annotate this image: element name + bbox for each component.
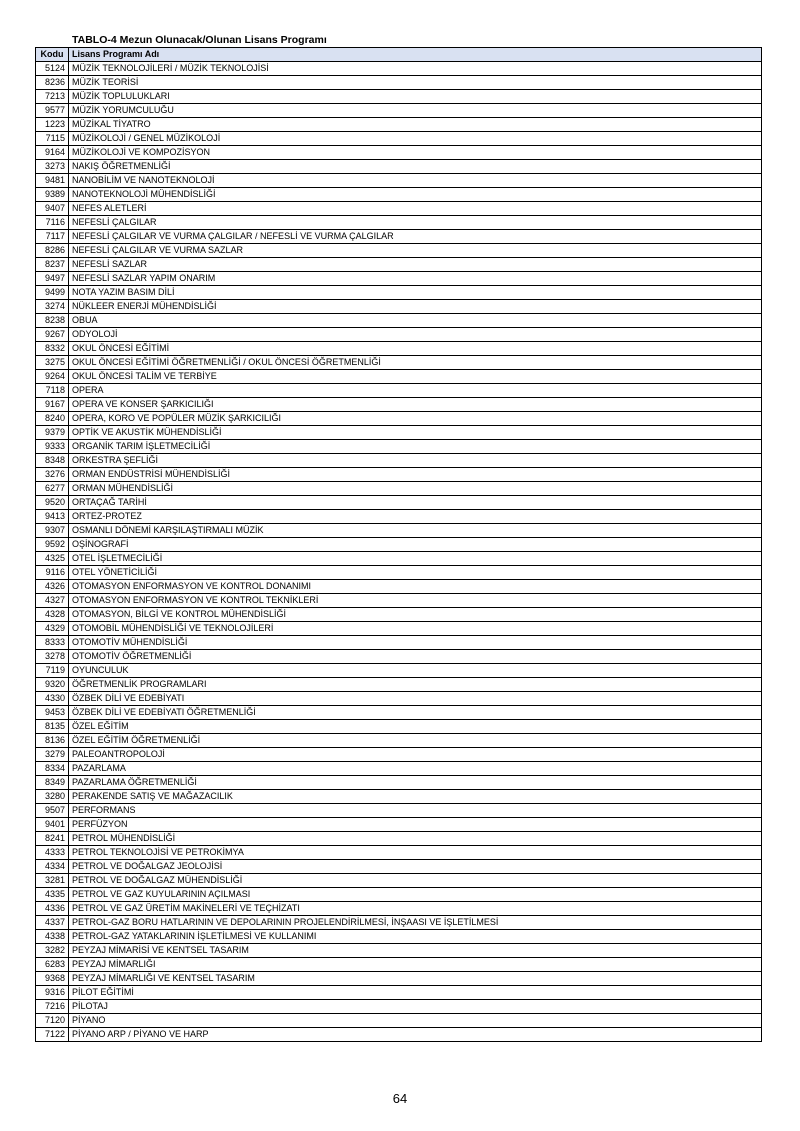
program-code: 4335 — [36, 888, 69, 902]
program-code: 9316 — [36, 986, 69, 1000]
program-name: PİYANO — [69, 1014, 762, 1028]
table-row — [36, 538, 762, 552]
program-code: 8236 — [36, 76, 69, 90]
table-row — [36, 174, 762, 188]
table-row — [36, 594, 762, 608]
table-row — [36, 762, 762, 776]
program-name: NEFESLİ SAZLAR — [69, 258, 762, 272]
table-row — [36, 76, 762, 90]
table-row — [36, 90, 762, 104]
table-row — [36, 958, 762, 972]
column-header-code: Kodu — [36, 48, 69, 62]
program-code: 9407 — [36, 202, 69, 216]
program-code: 1223 — [36, 118, 69, 132]
program-name: OSMANLI DÖNEMİ KARŞILAŞTIRMALI MÜZİK — [69, 524, 762, 538]
table-row — [36, 1014, 762, 1028]
table-row — [36, 846, 762, 860]
program-code: 8136 — [36, 734, 69, 748]
program-code: 9592 — [36, 538, 69, 552]
program-code: 8238 — [36, 314, 69, 328]
program-name: OPERA, KORO VE POPÜLER MÜZİK ŞARKICILIĞI — [69, 412, 762, 426]
program-name: MÜZİK YORUMCULUĞU — [69, 104, 762, 118]
program-name: MÜZİK TEORİSİ — [69, 76, 762, 90]
program-name: OYUNCULUK — [69, 664, 762, 678]
table-row — [36, 426, 762, 440]
program-code: 9264 — [36, 370, 69, 384]
program-name: PİLOTAJ — [69, 1000, 762, 1014]
program-code: 4325 — [36, 552, 69, 566]
program-code: 7122 — [36, 1028, 69, 1042]
table-row — [36, 930, 762, 944]
table-row — [36, 202, 762, 216]
program-code: 7216 — [36, 1000, 69, 1014]
program-name: NANOBİLİM VE NANOTEKNOLOJİ — [69, 174, 762, 188]
program-name: NEFESLİ ÇALGILAR VE VURMA ÇALGILAR / NEFESLİ VE VURMA ÇALGILAR — [69, 230, 762, 244]
table-row — [36, 622, 762, 636]
program-name: OBUA — [69, 314, 762, 328]
program-name: ORMAN ENDÜSTRİSİ MÜHENDİSLİĞİ — [69, 468, 762, 482]
program-code: 9577 — [36, 104, 69, 118]
program-code: 8332 — [36, 342, 69, 356]
program-code: 7120 — [36, 1014, 69, 1028]
program-name: ODYOLOJİ — [69, 328, 762, 342]
program-name: PETROL MÜHENDİSLİĞİ — [69, 832, 762, 846]
program-code: 8237 — [36, 258, 69, 272]
program-name: PERFORMANS — [69, 804, 762, 818]
program-code: 9389 — [36, 188, 69, 202]
program-name: PEYZAJ MİMARİSİ VE KENTSEL TASARIM — [69, 944, 762, 958]
program-code: 9481 — [36, 174, 69, 188]
table-row — [36, 524, 762, 538]
table-row — [36, 132, 762, 146]
table-row — [36, 286, 762, 300]
table-row — [36, 944, 762, 958]
program-name: MÜZİK TOPLULUKLARI — [69, 90, 762, 104]
table-row — [36, 216, 762, 230]
program-code: 9401 — [36, 818, 69, 832]
program-code: 8241 — [36, 832, 69, 846]
program-name: OTEL İŞLETMECİLİĞİ — [69, 552, 762, 566]
program-name: ORTAÇAĞ TARİHİ — [69, 496, 762, 510]
program-name: MÜZİK TEKNOLOJİLERİ / MÜZİK TEKNOLOJİSİ — [69, 62, 762, 76]
program-code: 4326 — [36, 580, 69, 594]
program-code: 3273 — [36, 160, 69, 174]
table-row — [36, 300, 762, 314]
program-code: 7119 — [36, 664, 69, 678]
program-name: PEYZAJ MİMARLIĞI — [69, 958, 762, 972]
table-title: TABLO-4 Mezun Olunacak/Olunan Lisans Programı — [72, 34, 327, 46]
table-row — [36, 860, 762, 874]
table-row — [36, 258, 762, 272]
program-name: OTOMOBİL MÜHENDİSLİĞİ VE TEKNOLOJİLERİ — [69, 622, 762, 636]
program-name: OKUL ÖNCESİ EĞİTİMİ — [69, 342, 762, 356]
table-row — [36, 412, 762, 426]
program-code: 4327 — [36, 594, 69, 608]
program-code: 7117 — [36, 230, 69, 244]
program-name: NANOTEKNOLOJİ MÜHENDİSLİĞİ — [69, 188, 762, 202]
table-header-row — [36, 48, 762, 62]
program-name: NEFESLİ ÇALGILAR VE VURMA SAZLAR — [69, 244, 762, 258]
program-name: ORKESTRA ŞEFLİĞİ — [69, 454, 762, 468]
programs-table — [35, 47, 762, 1042]
table-row — [36, 580, 762, 594]
program-code: 8333 — [36, 636, 69, 650]
program-name: OKUL ÖNCESİ EĞİTİMİ ÖĞRETMENLİĞİ / OKUL ÖNCESİ ÖĞRETMENLİĞİ — [69, 356, 762, 370]
program-code: 8286 — [36, 244, 69, 258]
program-code: 4330 — [36, 692, 69, 706]
program-code: 4337 — [36, 916, 69, 930]
table-row — [36, 230, 762, 244]
program-code: 5124 — [36, 62, 69, 76]
program-code: 4336 — [36, 902, 69, 916]
table-row — [36, 440, 762, 454]
table-row — [36, 244, 762, 258]
table-row — [36, 188, 762, 202]
table-row — [36, 104, 762, 118]
table-row — [36, 146, 762, 160]
table-row — [36, 160, 762, 174]
program-code: 9307 — [36, 524, 69, 538]
program-name: OŞİNOGRAFİ — [69, 538, 762, 552]
table-row — [36, 468, 762, 482]
program-code: 9499 — [36, 286, 69, 300]
program-code: 9116 — [36, 566, 69, 580]
program-name: PETROL VE GAZ KUYULARININ AÇILMASI — [69, 888, 762, 902]
program-code: 3282 — [36, 944, 69, 958]
table-row — [36, 636, 762, 650]
table-row — [36, 650, 762, 664]
table-row — [36, 720, 762, 734]
program-code: 4333 — [36, 846, 69, 860]
program-name: OTOMASYON ENFORMASYON VE KONTROL TEKNİKLERİ — [69, 594, 762, 608]
table-row — [36, 790, 762, 804]
table-row — [36, 902, 762, 916]
program-code: 4338 — [36, 930, 69, 944]
program-name: PETROL-GAZ YATAKLARININ İŞLETİLMESİ VE KULLANIMI — [69, 930, 762, 944]
program-code: 3276 — [36, 468, 69, 482]
program-code: 9507 — [36, 804, 69, 818]
program-name: NAKIŞ ÖĞRETMENLİĞİ — [69, 160, 762, 174]
program-name: ÖZEL EĞİTİM — [69, 720, 762, 734]
table-body — [36, 62, 762, 1042]
program-name: OTEL YÖNETİCİLİĞİ — [69, 566, 762, 580]
program-code: 7115 — [36, 132, 69, 146]
program-code: 3281 — [36, 874, 69, 888]
program-code: 9164 — [36, 146, 69, 160]
table-row — [36, 706, 762, 720]
program-code: 3279 — [36, 748, 69, 762]
program-name: PİLOT EĞİTİMİ — [69, 986, 762, 1000]
program-code: 9497 — [36, 272, 69, 286]
program-code: 9167 — [36, 398, 69, 412]
table-row — [36, 566, 762, 580]
column-header-name: Lisans Programı Adı — [69, 48, 762, 62]
table-row — [36, 482, 762, 496]
program-name: PETROL VE DOĞALGAZ JEOLOJİSİ — [69, 860, 762, 874]
table-row — [36, 874, 762, 888]
program-code: 3278 — [36, 650, 69, 664]
program-code: 4328 — [36, 608, 69, 622]
program-code: 8240 — [36, 412, 69, 426]
table-row — [36, 804, 762, 818]
program-code: 3274 — [36, 300, 69, 314]
program-code: 3275 — [36, 356, 69, 370]
table-row — [36, 356, 762, 370]
table-row — [36, 748, 762, 762]
program-code: 9368 — [36, 972, 69, 986]
program-code: 6277 — [36, 482, 69, 496]
program-code: 7213 — [36, 90, 69, 104]
table-row — [36, 608, 762, 622]
table-row — [36, 972, 762, 986]
program-code: 9267 — [36, 328, 69, 342]
program-name: OTOMOTİV MÜHENDİSLİĞİ — [69, 636, 762, 650]
program-name: PAZARLAMA — [69, 762, 762, 776]
program-name: PETROL-GAZ BORU HATLARININ VE DEPOLARININ PROJELENDİRİLMESİ, İNŞAASI VE İŞLETİLMESİ — [69, 916, 762, 930]
table-row — [36, 776, 762, 790]
program-code: 8349 — [36, 776, 69, 790]
program-code: 6283 — [36, 958, 69, 972]
program-code: 3280 — [36, 790, 69, 804]
program-name: PERAKENDE SATIŞ VE MAĞAZACILIK — [69, 790, 762, 804]
program-name: MÜZİKAL TİYATRO — [69, 118, 762, 132]
program-name: ORTEZ-PROTEZ — [69, 510, 762, 524]
table-row — [36, 678, 762, 692]
program-code: 9320 — [36, 678, 69, 692]
table-row — [36, 552, 762, 566]
program-code: 7118 — [36, 384, 69, 398]
table-row — [36, 314, 762, 328]
table-row — [36, 62, 762, 76]
program-name: PEYZAJ MİMARLIĞI VE KENTSEL TASARIM — [69, 972, 762, 986]
program-name: ÖZBEK DİLİ VE EDEBİYATI ÖĞRETMENLİĞİ — [69, 706, 762, 720]
table-row — [36, 1000, 762, 1014]
program-code: 8135 — [36, 720, 69, 734]
table-row — [36, 398, 762, 412]
table-row — [36, 384, 762, 398]
table-row — [36, 734, 762, 748]
program-code: 9413 — [36, 510, 69, 524]
program-name: OTOMASYON ENFORMASYON VE KONTROL DONANIMI — [69, 580, 762, 594]
page-number: 64 — [392, 1091, 408, 1106]
table-row — [36, 342, 762, 356]
program-name: ÖĞRETMENLİK PROGRAMLARI — [69, 678, 762, 692]
program-name: NEFES ALETLERİ — [69, 202, 762, 216]
program-name: NEFESLİ ÇALGILAR — [69, 216, 762, 230]
program-name: ORMAN MÜHENDİSLİĞİ — [69, 482, 762, 496]
program-code: 7116 — [36, 216, 69, 230]
program-name: OPERA VE KONSER ŞARKICILIĞI — [69, 398, 762, 412]
program-name: MÜZİKOLOJİ VE KOMPOZİSYON — [69, 146, 762, 160]
program-code: 4334 — [36, 860, 69, 874]
program-code: 9379 — [36, 426, 69, 440]
table-row — [36, 454, 762, 468]
program-name: PETROL TEKNOLOJİSİ VE PETROKİMYA — [69, 846, 762, 860]
table-row — [36, 328, 762, 342]
program-name: MÜZİKOLOJİ / GENEL MÜZİKOLOJİ — [69, 132, 762, 146]
program-name: PETROL VE GAZ ÜRETİM MAKİNELERİ VE TEÇHİZATI — [69, 902, 762, 916]
table-row — [36, 986, 762, 1000]
program-name: NEFESLİ SAZLAR YAPIM ONARIM — [69, 272, 762, 286]
program-name: NOTA YAZIM BASIM DİLİ — [69, 286, 762, 300]
table-row — [36, 832, 762, 846]
program-code: 8348 — [36, 454, 69, 468]
program-name: OTOMOTİV ÖĞRETMENLİĞİ — [69, 650, 762, 664]
table-row — [36, 370, 762, 384]
program-code: 9333 — [36, 440, 69, 454]
table-row — [36, 692, 762, 706]
program-name: PETROL VE DOĞALGAZ MÜHENDİSLİĞİ — [69, 874, 762, 888]
program-name: OKUL ÖNCESİ TALİM VE TERBİYE — [69, 370, 762, 384]
table-row — [36, 818, 762, 832]
program-name: ORGANİK TARIM İŞLETMECİLİĞİ — [69, 440, 762, 454]
program-name: PİYANO ARP / PİYANO VE HARP — [69, 1028, 762, 1042]
program-name: PALEOANTROPOLOJİ — [69, 748, 762, 762]
table-row — [36, 118, 762, 132]
table-row — [36, 510, 762, 524]
table-row — [36, 888, 762, 902]
program-name: ÖZEL EĞİTİM ÖĞRETMENLİĞİ — [69, 734, 762, 748]
program-code: 8334 — [36, 762, 69, 776]
table-row — [36, 916, 762, 930]
program-name: NÜKLEER ENERJİ MÜHENDİSLİĞİ — [69, 300, 762, 314]
program-code: 9520 — [36, 496, 69, 510]
table-row — [36, 272, 762, 286]
program-name: PAZARLAMA ÖĞRETMENLİĞİ — [69, 776, 762, 790]
table-row — [36, 664, 762, 678]
program-name: PERFÜZYON — [69, 818, 762, 832]
program-code: 4329 — [36, 622, 69, 636]
program-name: ÖZBEK DİLİ VE EDEBİYATI — [69, 692, 762, 706]
program-name: OPERA — [69, 384, 762, 398]
table-row — [36, 1028, 762, 1042]
program-name: OPTİK VE AKUSTİK MÜHENDİSLİĞİ — [69, 426, 762, 440]
table-row — [36, 496, 762, 510]
program-code: 9453 — [36, 706, 69, 720]
program-name: OTOMASYON, BİLGİ VE KONTROL MÜHENDİSLİĞİ — [69, 608, 762, 622]
